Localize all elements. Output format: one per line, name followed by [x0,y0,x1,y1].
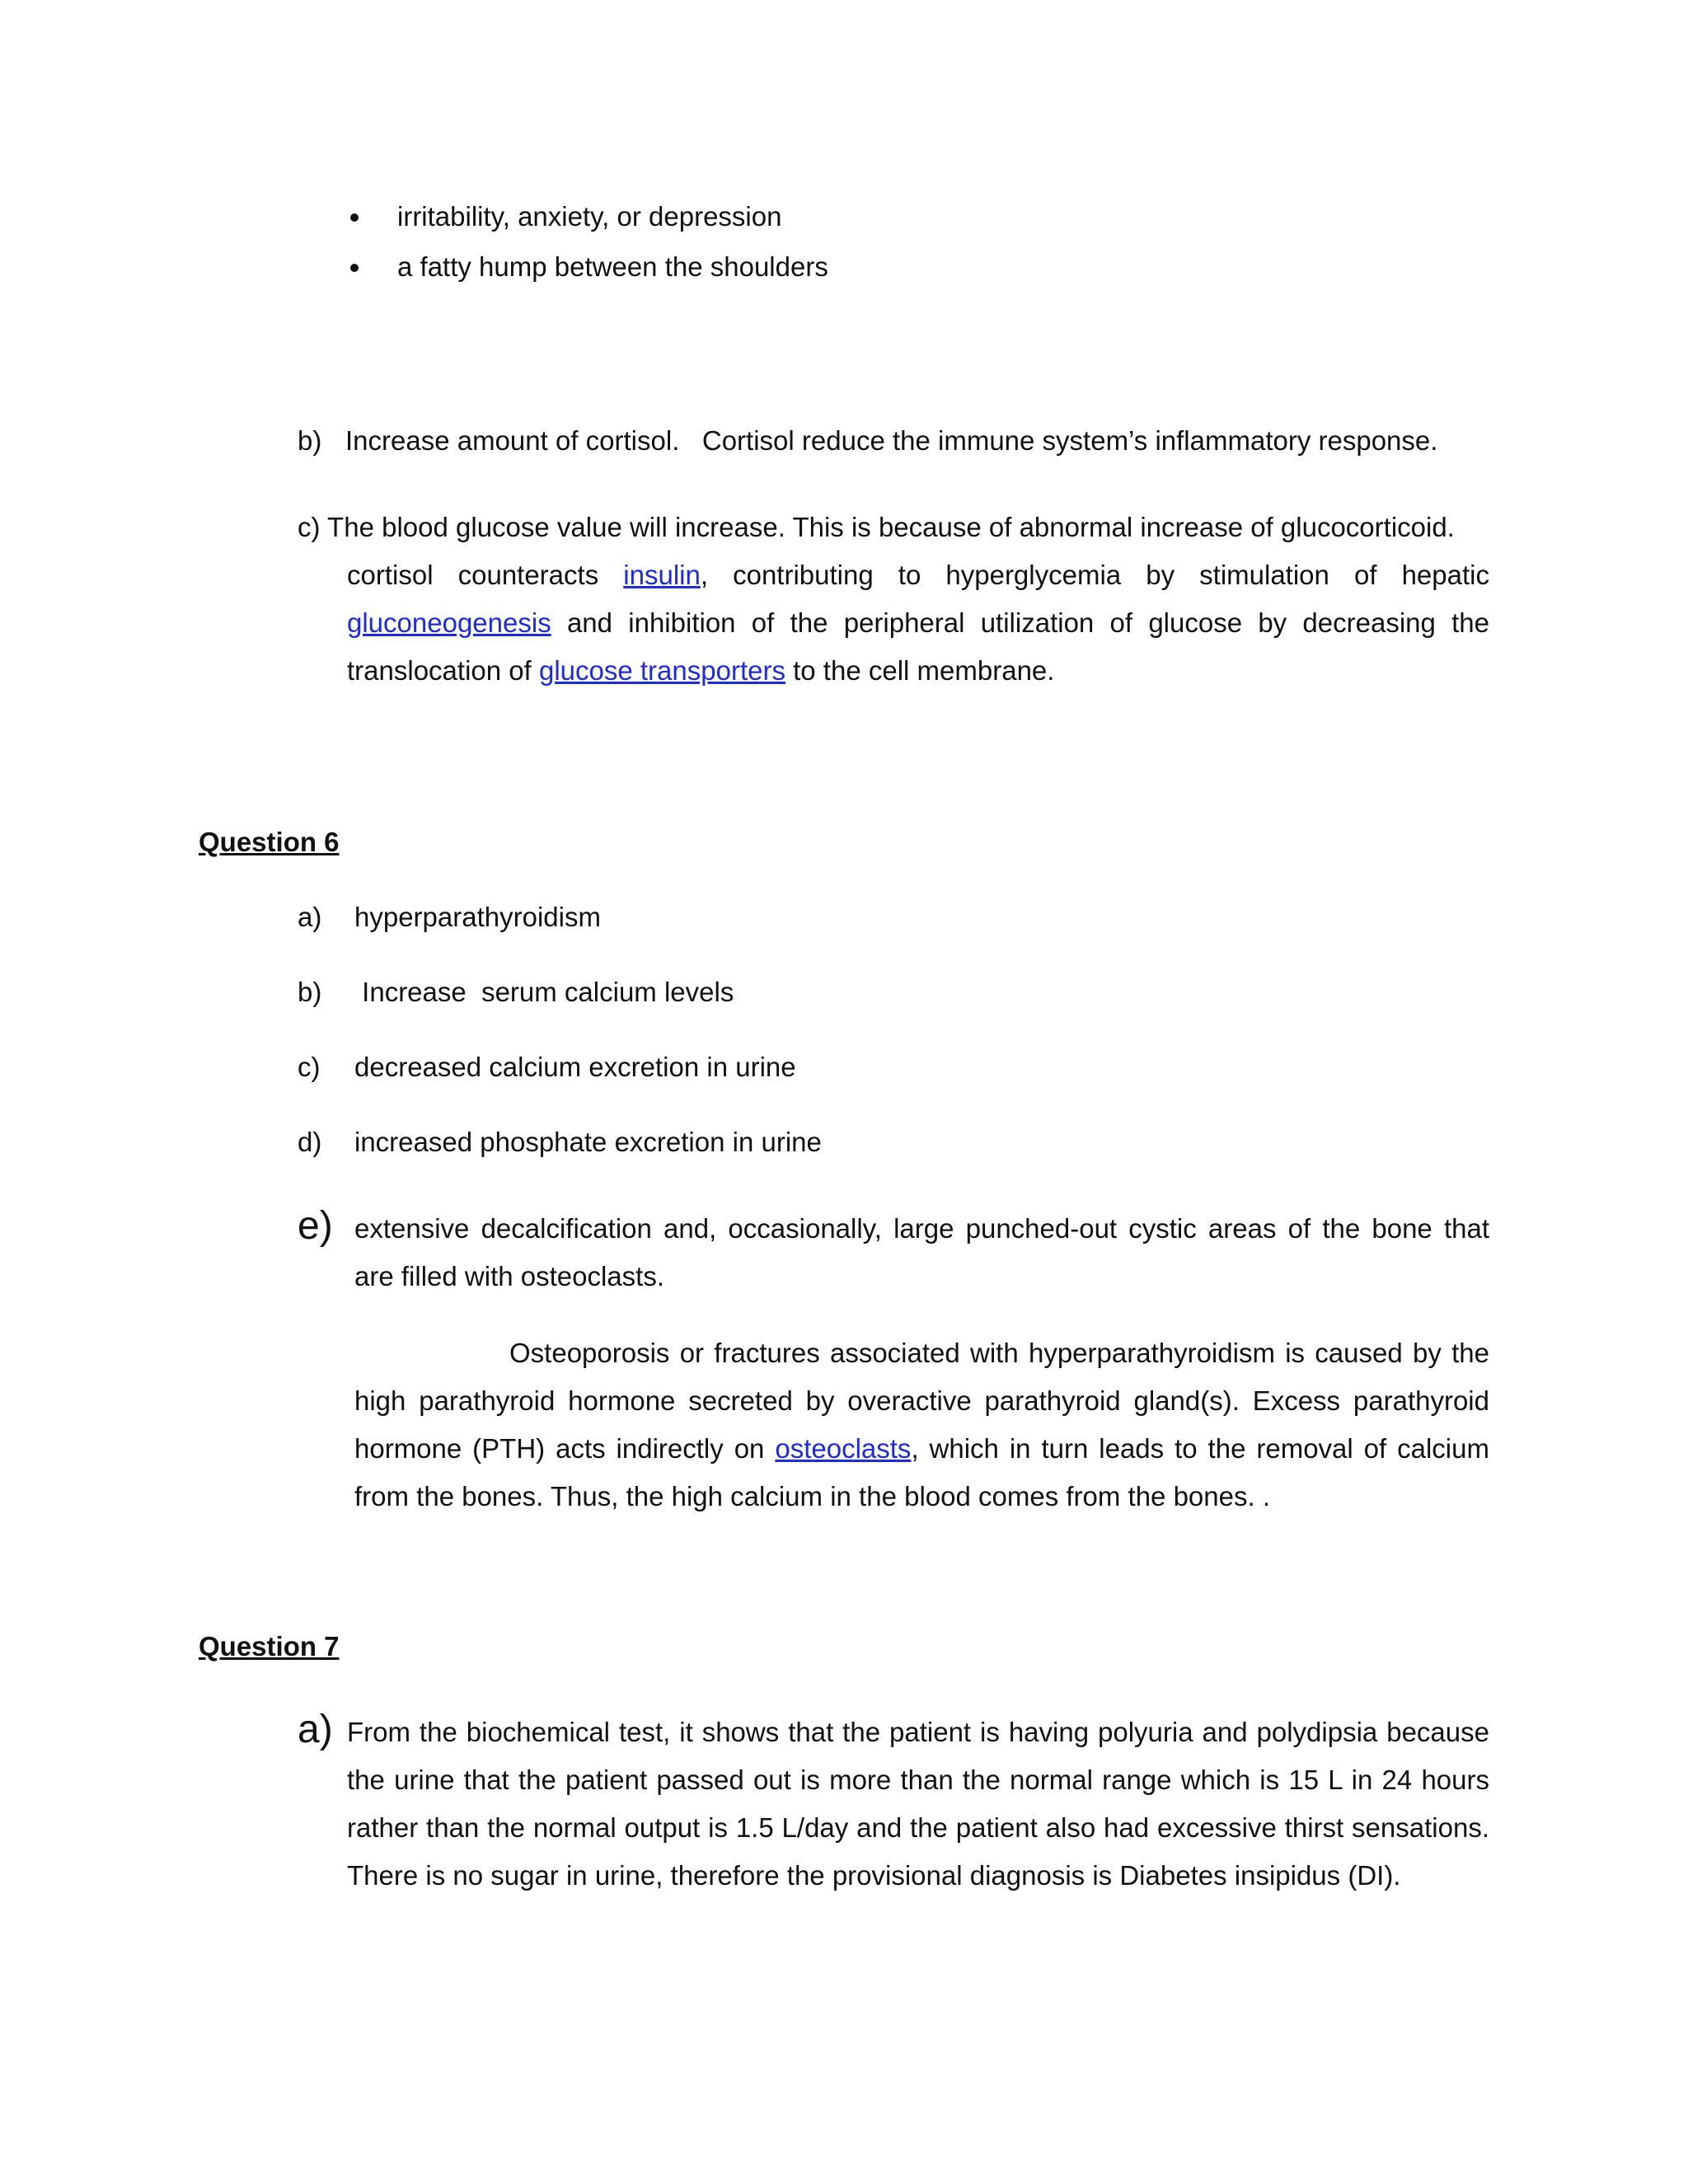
bullet-dot [350,213,359,222]
q6-e-label: e) [298,1204,333,1248]
q6-item-label: b) [298,977,322,1007]
answer-c-text: to the cell membrane. [785,655,1055,686]
bullet-dot [350,264,359,272]
bullet-item: a fatty hump between the shoulders [397,251,828,282]
q7-a-label: a) [298,1708,333,1751]
insulin-link[interactable]: insulin [623,560,701,590]
q6-item-text: hyperparathyroidism [354,902,601,932]
answer-label: b) [298,425,322,456]
q6-explanation [354,1329,1489,1521]
answer-c-text: and inhibition of the peripheral utilization of glucose by decreasing the translocation of [347,607,1489,686]
q6-explanation-text: , which in turn leads to the removal of calcium from the bones. Thus, the high calcium in the blood comes from the bones. . [354,1433,1489,1511]
answer-c-first-line: c) The blood glucose value will increase. This is because of abnormal increase of glucocorticoid. [298,512,1455,542]
q6-explanation-text: Osteoporosis or fractures associated with hyperparathyroidism is caused by the high parathyroid hormone secreted by overactive parathyroid gland(s). Excess parathyroid hormone (PTH) acts indirectly on [354,1338,1489,1464]
gluconeogenesis-link[interactable]: gluconeogenesis [347,607,551,638]
question-7-heading: Question 7 [199,1631,340,1661]
glucose-transporters-link[interactable]: glucose transporters [538,655,785,686]
bullet-item: irritability, anxiety, or depression [397,201,782,232]
answer-c-paragraph [347,551,1489,695]
answer-c-text: , contributing to hyperglycemia by stimulation of hepatic [700,560,1489,590]
osteoclasts-link[interactable]: osteoclasts [775,1433,912,1464]
answer-c-text: cortisol counteracts [347,560,624,590]
q6-e-text: extensive decalcification and, occasionally, large punched-out cystic areas of the bone that are filled with osteoclasts. [354,1213,1489,1291]
q6-item-text: Increase serum calcium levels [354,977,734,1007]
q6-item-label: a) [298,902,322,932]
q6-item-text: decreased calcium excretion in urine [354,1052,796,1082]
q6-item-label: d) [298,1127,322,1157]
question-6-heading: Question 6 [199,827,340,857]
q7-a-text: From the biochemical test, it shows that the patient is having polyuria and polydipsia because the urine that the patient passed out is more than the normal range which is 15 L in 24 hours rather than the normal output is 1.5 L/day and the patient also had excessive thirst sensations. There is no sugar in urine, therefore the provisional diagnosis is Diabetes insipidus (DI). [347,1717,1489,1891]
answer-text: Increase amount of cortisol. Cortisol reduce the immune system’s inflammatory response. [345,425,1438,456]
q6-item-text: increased phosphate excretion in urine [354,1127,822,1157]
q6-item-label: c) [298,1052,321,1082]
